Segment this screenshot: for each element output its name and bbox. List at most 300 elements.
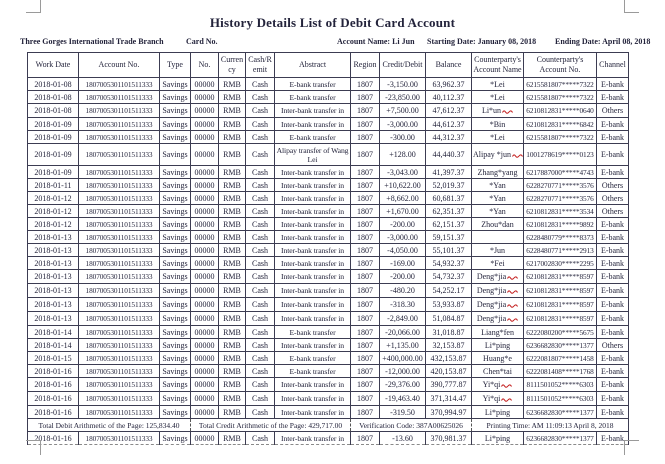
cell-no: 00000 [191,218,219,231]
cell-work-date: 2018-01-09 [28,166,79,179]
cell-counterparty-account: 6228480771*****2913 [524,244,597,257]
cell-abstract: E-bank transfer [275,78,351,91]
table-row [28,365,629,378]
cell-credit-debit: -300.00 [380,131,426,144]
totals-credit: Total Credit Arithmetic of the Page: 429,717.00 [191,419,351,432]
cell-region: 1807 [351,284,380,298]
cell-cash-remit: Cash [246,406,275,419]
page-totals-row [28,419,629,432]
cell-balance: 370,994.97 [426,406,472,419]
cell-channel: Others [597,179,629,192]
table-row [28,406,629,419]
cell-abstract: Inter-bank transfer in [275,205,351,218]
cell-account-no: 1807005301101511333 [79,270,160,284]
cell-work-date: 2018-01-08 [28,104,79,118]
cell-channel: Others [597,104,629,118]
cell-counterparty-account: 6215581807*****7322 [524,131,597,144]
cell-no: 00000 [191,284,219,298]
cell-balance: 371,314.47 [426,392,472,406]
cell-account-no: 1807005301101511333 [79,144,160,166]
cell-no: 00000 [191,392,219,406]
cell-credit-debit: +10,622.00 [380,179,426,192]
cell-cash-remit: Cash [246,91,275,104]
cell-type: Savings [160,118,191,131]
cell-region: 1807 [351,104,380,118]
cell-counterparty-name: *Lei [472,131,524,144]
cell-balance: 53,933.87 [426,298,472,312]
cell-type: Savings [160,244,191,257]
cell-abstract: E-bank transfer [275,91,351,104]
cell-counterparty-account: 6215581807*****7322 [524,78,597,91]
cell-currency: RMB [219,298,246,312]
cell-account-no: 1807005301101511333 [79,78,160,91]
cell-counterparty-name: Zhou*dan [472,218,524,231]
cell-balance: 54,932.37 [426,257,472,270]
cell-work-date: 2018-01-08 [28,78,79,91]
cell-counterparty-account: 6228270771*****3576 [524,192,597,205]
col-header-channel: Channel [597,53,629,78]
cell-region: 1807 [351,205,380,218]
cell-no: 00000 [191,352,219,365]
table-row [28,131,629,144]
cell-work-date: 2018-01-08 [28,91,79,104]
cell-no: 00000 [191,312,219,326]
crop-mark-top-right [624,0,639,13]
cell-abstract: Inter-bank transfer in [275,118,351,131]
table-row [28,179,629,192]
cell-account-no: 1807005301101511333 [79,326,160,339]
cell-work-date: 2018-01-16 [28,432,79,445]
cell-account-no: 1807005301101511333 [79,91,160,104]
cell-balance: 44,312.37 [426,131,472,144]
cell-balance: 59,151.37 [426,231,472,244]
cell-no: 00000 [191,406,219,419]
cell-cash-remit: Cash [246,104,275,118]
cell-counterparty-account: 6228270771*****3576 [524,179,597,192]
cell-balance: 390,777.87 [426,378,472,392]
table-row [28,205,629,218]
col-header-balance: Balance [426,53,472,78]
cell-balance: 52,019.37 [426,179,472,192]
cell-currency: RMB [219,365,246,378]
cell-counterparty-account: 6215581807*****7322 [524,91,597,104]
cell-abstract: E-bank transfer [275,352,351,365]
cell-cash-remit: Cash [246,218,275,231]
table-row [28,298,629,312]
cell-region: 1807 [351,78,380,91]
header-row [28,53,629,78]
cell-type: Savings [160,104,191,118]
cell-account-no: 1807005301101511333 [79,298,160,312]
cell-currency: RMB [219,205,246,218]
cell-currency: RMB [219,284,246,298]
cell-channel: E-bank [597,166,629,179]
cell-account-no: 1807005301101511333 [79,244,160,257]
cell-region: 1807 [351,298,380,312]
cell-no: 00000 [191,144,219,166]
cell-type: Savings [160,284,191,298]
cell-currency: RMB [219,270,246,284]
cell-cash-remit: Cash [246,131,275,144]
cell-account-no: 1807005301101511333 [79,392,160,406]
cell-account-no: 1807005301101511333 [79,312,160,326]
cell-abstract: Inter-bank transfer in [275,257,351,270]
cell-counterparty-name: *Bin [472,118,524,131]
cell-counterparty-account: 6236682830*****1377 [524,432,597,445]
cell-cash-remit: Cash [246,166,275,179]
col-header-no: No. [191,53,219,78]
cell-credit-debit: -20,066.00 [380,326,426,339]
cell-channel: E-bank [597,218,629,231]
history-table [27,52,629,445]
cell-work-date: 2018-01-09 [28,144,79,166]
cell-account-no: 1807005301101511333 [79,131,160,144]
cell-type: Savings [160,231,191,244]
cell-balance: 44,440.37 [426,144,472,166]
cell-region: 1807 [351,144,380,166]
cell-balance: 55,101.37 [426,244,472,257]
cell-credit-debit: -3,000.00 [380,118,426,131]
cell-counterparty-name: *Lei [472,91,524,104]
cell-region: 1807 [351,378,380,392]
col-header-work-date: Work Date [28,53,79,78]
table-row [28,166,629,179]
cell-credit-debit: -3,043.00 [380,166,426,179]
cell-region: 1807 [351,118,380,131]
red-squiggle-icon [501,395,512,404]
cell-counterparty-account: 6210812831*****3534 [524,205,597,218]
col-header-account-no: Account No. [79,53,160,78]
printing-time: Printing Time: AM 11:09:13 April 8, 2018 [472,419,629,432]
cell-cash-remit: Cash [246,192,275,205]
cell-account-no: 1807005301101511333 [79,104,160,118]
branch-name: Three Gorges International Trade Branch [20,37,164,46]
cell-currency: RMB [219,179,246,192]
cell-counterparty-name: *Jun [472,244,524,257]
cell-channel: Others [597,192,629,205]
cell-channel: Others [597,339,629,352]
cell-work-date: 2018-01-16 [28,406,79,419]
cell-cash-remit: Cash [246,179,275,192]
table-row [28,339,629,352]
col-header-counterparty-name: Counterparty's Account Name [472,53,524,78]
cell-type: Savings [160,166,191,179]
cell-channel: E-bank [597,131,629,144]
cell-currency: RMB [219,118,246,131]
cell-no: 00000 [191,91,219,104]
cell-credit-debit: -2,849.00 [380,312,426,326]
cell-type: Savings [160,406,191,419]
table-row [28,270,629,284]
cell-region: 1807 [351,257,380,270]
cell-currency: RMB [219,131,246,144]
table-row [28,118,629,131]
cell-account-no: 1807005301101511333 [79,218,160,231]
cell-balance: 32,153.87 [426,339,472,352]
cell-abstract: E-bank transfer [275,131,351,144]
cell-currency: RMB [219,231,246,244]
cell-no: 00000 [191,432,219,445]
cell-credit-debit: -319.50 [380,406,426,419]
cell-abstract: Inter-bank transfer in [275,392,351,406]
cell-currency: RMB [219,192,246,205]
totals-debit: Total Debit Arithmetic of the Page: 125,834.40 [28,419,191,432]
cell-type: Savings [160,218,191,231]
cell-region: 1807 [351,131,380,144]
cell-no: 00000 [191,131,219,144]
cell-counterparty-account: 6210812831*****0640 [524,104,597,118]
cell-balance: 44,612.37 [426,118,472,131]
cell-balance: 40,112.37 [426,91,472,104]
cell-region: 1807 [351,231,380,244]
cell-abstract: Inter-bank transfer in [275,231,351,244]
table-row [28,231,629,244]
cell-work-date: 2018-01-13 [28,312,79,326]
cell-cash-remit: Cash [246,432,275,445]
cell-type: Savings [160,432,191,445]
cell-region: 1807 [351,179,380,192]
cell-currency: RMB [219,312,246,326]
col-header-currency: Currency [219,53,246,78]
cell-cash-remit: Cash [246,144,275,166]
cell-abstract: Inter-bank transfer in [275,284,351,298]
cell-counterparty-name: *Yan [472,205,524,218]
cell-work-date: 2018-01-09 [28,131,79,144]
cell-type: Savings [160,312,191,326]
cell-work-date: 2018-01-13 [28,257,79,270]
cell-type: Savings [160,131,191,144]
crop-mark-bottom-left [26,440,41,455]
table-row [28,432,629,445]
cell-no: 00000 [191,257,219,270]
cell-counterparty-account: 6210812831*****8597 [524,284,597,298]
cell-account-no: 1807005301101511333 [79,378,160,392]
cell-counterparty-name [472,231,524,244]
cell-work-date: 2018-01-09 [28,118,79,131]
cell-cash-remit: Cash [246,118,275,131]
cell-channel: E-bank [597,298,629,312]
table-row [28,312,629,326]
cell-type: Savings [160,91,191,104]
cell-abstract: E-bank transfer [275,365,351,378]
cell-credit-debit: -480.20 [380,284,426,298]
cell-currency: RMB [219,91,246,104]
cell-balance: 62,151.37 [426,218,472,231]
cell-abstract: E-bank transfer [275,326,351,339]
cell-credit-debit: -200.00 [380,270,426,284]
col-header-region: Region [351,53,380,78]
cell-account-no: 1807005301101511333 [79,284,160,298]
cell-type: Savings [160,339,191,352]
cell-region: 1807 [351,339,380,352]
cell-counterparty-name: Zhang*yang [472,166,524,179]
cell-work-date: 2018-01-12 [28,192,79,205]
cell-currency: RMB [219,339,246,352]
cell-credit-debit: -3,000.00 [380,231,426,244]
cell-account-no: 1807005301101511333 [79,179,160,192]
cell-abstract: Inter-bank transfer in [275,192,351,205]
cell-type: Savings [160,326,191,339]
cell-credit-debit: -23,850.00 [380,91,426,104]
cell-counterparty-name: Yi*qi [472,378,524,392]
cell-channel: E-bank [597,144,629,166]
cell-no: 00000 [191,298,219,312]
cell-type: Savings [160,78,191,91]
cell-counterparty-account: 6236682830*****1377 [524,406,597,419]
red-squiggle-icon [501,381,512,390]
cell-channel: E-bank [597,365,629,378]
cell-counterparty-name: *Yan [472,179,524,192]
cell-credit-debit: +7,500.00 [380,104,426,118]
cell-account-no: 1807005301101511333 [79,257,160,270]
cell-channel: E-bank [597,231,629,244]
cell-work-date: 2018-01-12 [28,205,79,218]
cell-balance: 41,397.37 [426,166,472,179]
cell-no: 00000 [191,339,219,352]
cell-work-date: 2018-01-15 [28,352,79,365]
cell-region: 1807 [351,91,380,104]
red-squiggle-icon [507,273,518,282]
cell-counterparty-account: 6217887000*****4743 [524,166,597,179]
cell-balance: 51,084.87 [426,312,472,326]
cell-channel: E-bank [597,352,629,365]
cell-channel: E-bank [597,406,629,419]
account-name: Account Name: Li Jun [337,37,415,46]
cell-credit-debit: -318.30 [380,298,426,312]
red-squiggle-icon [512,151,523,160]
cell-cash-remit: Cash [246,205,275,218]
cell-no: 00000 [191,231,219,244]
cell-counterparty-account: 8111501052*****6303 [524,378,597,392]
table-row [28,104,629,118]
table-row [28,378,629,392]
starting-date: Starting Date: January 08, 2018 [427,37,537,46]
cell-counterparty-account: 6222080200*****5675 [524,326,597,339]
cell-channel: E-bank [597,326,629,339]
cell-counterparty-account: 6236682830*****1377 [524,339,597,352]
table-row [28,392,629,406]
cell-account-no: 1807005301101511333 [79,432,160,445]
cell-cash-remit: Cash [246,244,275,257]
cell-no: 00000 [191,244,219,257]
cell-type: Savings [160,365,191,378]
cell-no: 00000 [191,205,219,218]
cell-balance: 370,981.37 [426,432,472,445]
cell-cash-remit: Cash [246,365,275,378]
cell-abstract: Inter-bank transfer in [275,298,351,312]
cell-channel: E-bank [597,270,629,284]
page-title: History Details List of Debit Card Account [209,15,456,30]
cell-cash-remit: Cash [246,339,275,352]
cell-no: 00000 [191,192,219,205]
cell-credit-debit: -200.00 [380,218,426,231]
cell-channel: E-bank [597,257,629,270]
cell-counterparty-name: Liang*fen [472,326,524,339]
cell-channel: E-bank [597,244,629,257]
cell-currency: RMB [219,78,246,91]
cell-credit-debit: +8,662.00 [380,192,426,205]
cell-counterparty-name: Li*ping [472,339,524,352]
cell-counterparty-name: *Lei [472,78,524,91]
cell-balance: 63,962.37 [426,78,472,91]
cell-counterparty-name: *Fei [472,257,524,270]
cell-type: Savings [160,352,191,365]
col-header-abstract: Abstract [275,53,351,78]
col-header-type: Type [160,53,191,78]
cell-region: 1807 [351,218,380,231]
cell-counterparty-name: Alipay *jun [472,144,524,166]
cell-counterparty-name: Li*un [472,104,524,118]
cell-balance: 62,351.37 [426,205,472,218]
cell-region: 1807 [351,326,380,339]
cell-counterparty-account: 1001278619*****0123 [524,144,597,166]
cell-work-date: 2018-01-16 [28,365,79,378]
cell-credit-debit: -19,463.40 [380,392,426,406]
cell-work-date: 2018-01-14 [28,326,79,339]
cell-abstract: Inter-bank transfer in [275,312,351,326]
red-squiggle-icon [507,287,518,296]
cell-region: 1807 [351,312,380,326]
ending-date: Ending Date: April 08, 2018 [555,37,651,46]
cell-counterparty-account: 6210812831*****8597 [524,312,597,326]
cell-credit-debit: -4,050.00 [380,244,426,257]
cell-channel: E-bank [597,392,629,406]
cell-credit-debit: -3,150.00 [380,78,426,91]
cell-cash-remit: Cash [246,378,275,392]
cell-counterparty-account: 6228480779*****8373 [524,231,597,244]
table-row [28,244,629,257]
cell-abstract: Inter-bank transfer in [275,432,351,445]
cell-work-date: 2018-01-14 [28,339,79,352]
cell-type: Savings [160,298,191,312]
cell-account-no: 1807005301101511333 [79,231,160,244]
red-squiggle-icon [502,107,513,116]
table-row [28,284,629,298]
cell-balance: 420,153.87 [426,365,472,378]
cell-counterparty-account: 6210812831*****9892 [524,218,597,231]
cell-channel: E-bank [597,432,629,445]
card-no-label: Card No. [186,37,218,46]
cell-channel: E-bank [597,78,629,91]
cell-account-no: 1807005301101511333 [79,166,160,179]
cell-counterparty-name: Deng*jia [472,284,524,298]
cell-account-no: 1807005301101511333 [79,118,160,131]
cell-credit-debit: -169.00 [380,257,426,270]
cell-no: 00000 [191,270,219,284]
cell-channel: E-bank [597,312,629,326]
cell-type: Savings [160,392,191,406]
cell-region: 1807 [351,432,380,445]
cell-account-no: 1807005301101511333 [79,339,160,352]
cell-currency: RMB [219,392,246,406]
cell-abstract: Inter-bank transfer in [275,166,351,179]
cell-abstract: Inter-bank transfer in [275,378,351,392]
cell-account-no: 1807005301101511333 [79,406,160,419]
cell-currency: RMB [219,244,246,257]
cell-account-no: 1807005301101511333 [79,365,160,378]
cell-counterparty-account: 6217002830*****2295 [524,257,597,270]
cell-currency: RMB [219,144,246,166]
cell-cash-remit: Cash [246,392,275,406]
col-header-cash-remit: Cash/Remit [246,53,275,78]
cell-cash-remit: Cash [246,298,275,312]
cell-type: Savings [160,144,191,166]
cell-region: 1807 [351,365,380,378]
cell-no: 00000 [191,78,219,91]
table-row [28,91,629,104]
cell-currency: RMB [219,166,246,179]
cell-type: Savings [160,205,191,218]
